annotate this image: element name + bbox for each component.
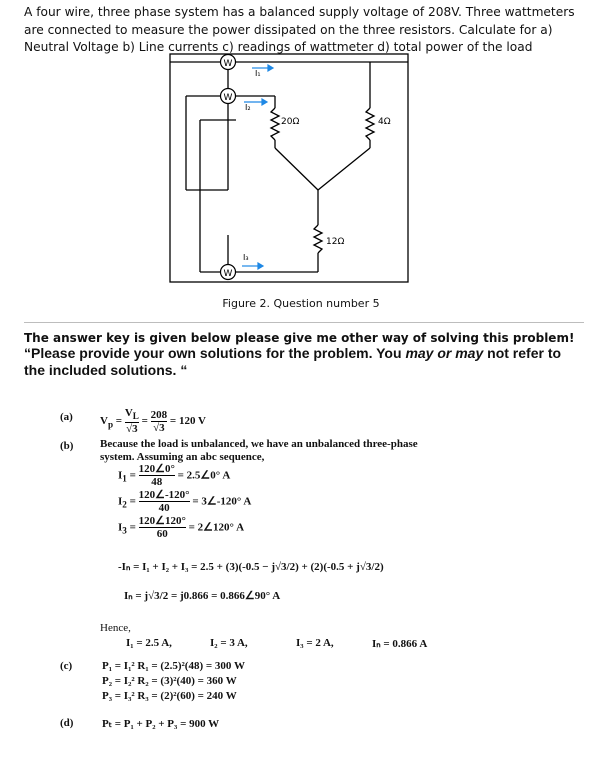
current-label-3: I₃ <box>243 253 249 262</box>
p1-eq: P₁ = I₁² R₁ = (2.5)²(48) = 300 W <box>102 660 245 672</box>
svg-text:W: W <box>223 93 233 103</box>
i1-eq: $I_1$ = $\frac{120\angle 0^\circ}{48}$ = 2.5∠0° A <box>118 463 231 488</box>
request-line-1: The answer key is given below please give me other way of solving this problem! <box>24 331 575 345</box>
figure-caption: Figure 2. Question number 5 <box>222 297 380 310</box>
circuit-diagram <box>0 0 602 320</box>
svg-text:W: W <box>223 269 233 279</box>
wattmeter-1 <box>221 55 236 70</box>
p2-eq: P₂ = I₂² R₂ = (3)²(40) = 360 W <box>102 675 237 687</box>
part-b-label: (b) <box>60 440 74 452</box>
p3-eq: P₃ = I₃² R₃ = (2)²(60) = 240 W <box>102 690 237 702</box>
i3-eq: $I_3$ = $\frac{120\angle 120^\circ}{60}$ = 2∠120° A <box>118 515 245 540</box>
resistor-label-4: 4Ω <box>378 117 391 127</box>
part-a-label: (a) <box>60 411 73 423</box>
svg-text:W: W <box>223 59 233 69</box>
part-b-line1: Because the load is unbalanced, we have an unbalanced three-phase <box>100 438 418 450</box>
summary-i3: I₃ = 2 A, <box>296 637 334 649</box>
i2-eq: $I_2$ = $\frac{120\angle-120^\circ}{40}$ = 3∠-120° A <box>118 489 252 514</box>
part-a-eq: $V_p$ = $\frac{V_L}{√3}$ = $\frac{208}{√3}$ = 120 V <box>100 407 206 436</box>
request-line-2: “Please provide your own solutions for the problem. You may or may not refer to the included solutions. “ <box>24 345 562 378</box>
wattmeter-2 <box>221 89 236 104</box>
circuit-outer-frame <box>170 54 408 282</box>
resistor-label-12: 12Ω <box>326 237 345 247</box>
in-eq: Iₙ = j√3/2 = j0.866 = 0.866∠90° A <box>124 590 281 602</box>
part-b-line2: system. Assuming an abc sequence, <box>100 451 265 463</box>
divider <box>24 322 584 323</box>
current-label-2: I₂ <box>245 103 251 112</box>
hence-label: Hence, <box>100 622 131 634</box>
pt-eq: Pₜ = P₁ + P₂ + P₃ = 900 W <box>102 718 220 730</box>
summary-in: Iₙ = 0.866 A <box>372 638 428 650</box>
part-d-label: (d) <box>60 717 74 729</box>
summary-i1: I₁ = 2.5 A, <box>126 637 172 649</box>
current-label-1: I₁ <box>255 69 261 78</box>
kcl-eq: -Iₙ = I₁ + I₂ + I₃ = 2.5 + (3)(-0.5 − j√3/2) + (2)(-0.5 + j√3/2) <box>118 561 384 573</box>
part-c-label: (c) <box>60 660 73 672</box>
resistor-label-20: 20Ω <box>281 117 300 127</box>
question-text: A four wire, three phase system has a balanced supply voltage of 208V. Three wattmeters are connected to measure the power dissipated on the three resistors. Calculate for a) Neutral Voltage b) Line currents c) readings of wattmeter d) total power of the load <box>24 5 575 54</box>
summary-i2: I₂ = 3 A, <box>210 637 248 649</box>
wattmeter-3 <box>221 265 236 280</box>
